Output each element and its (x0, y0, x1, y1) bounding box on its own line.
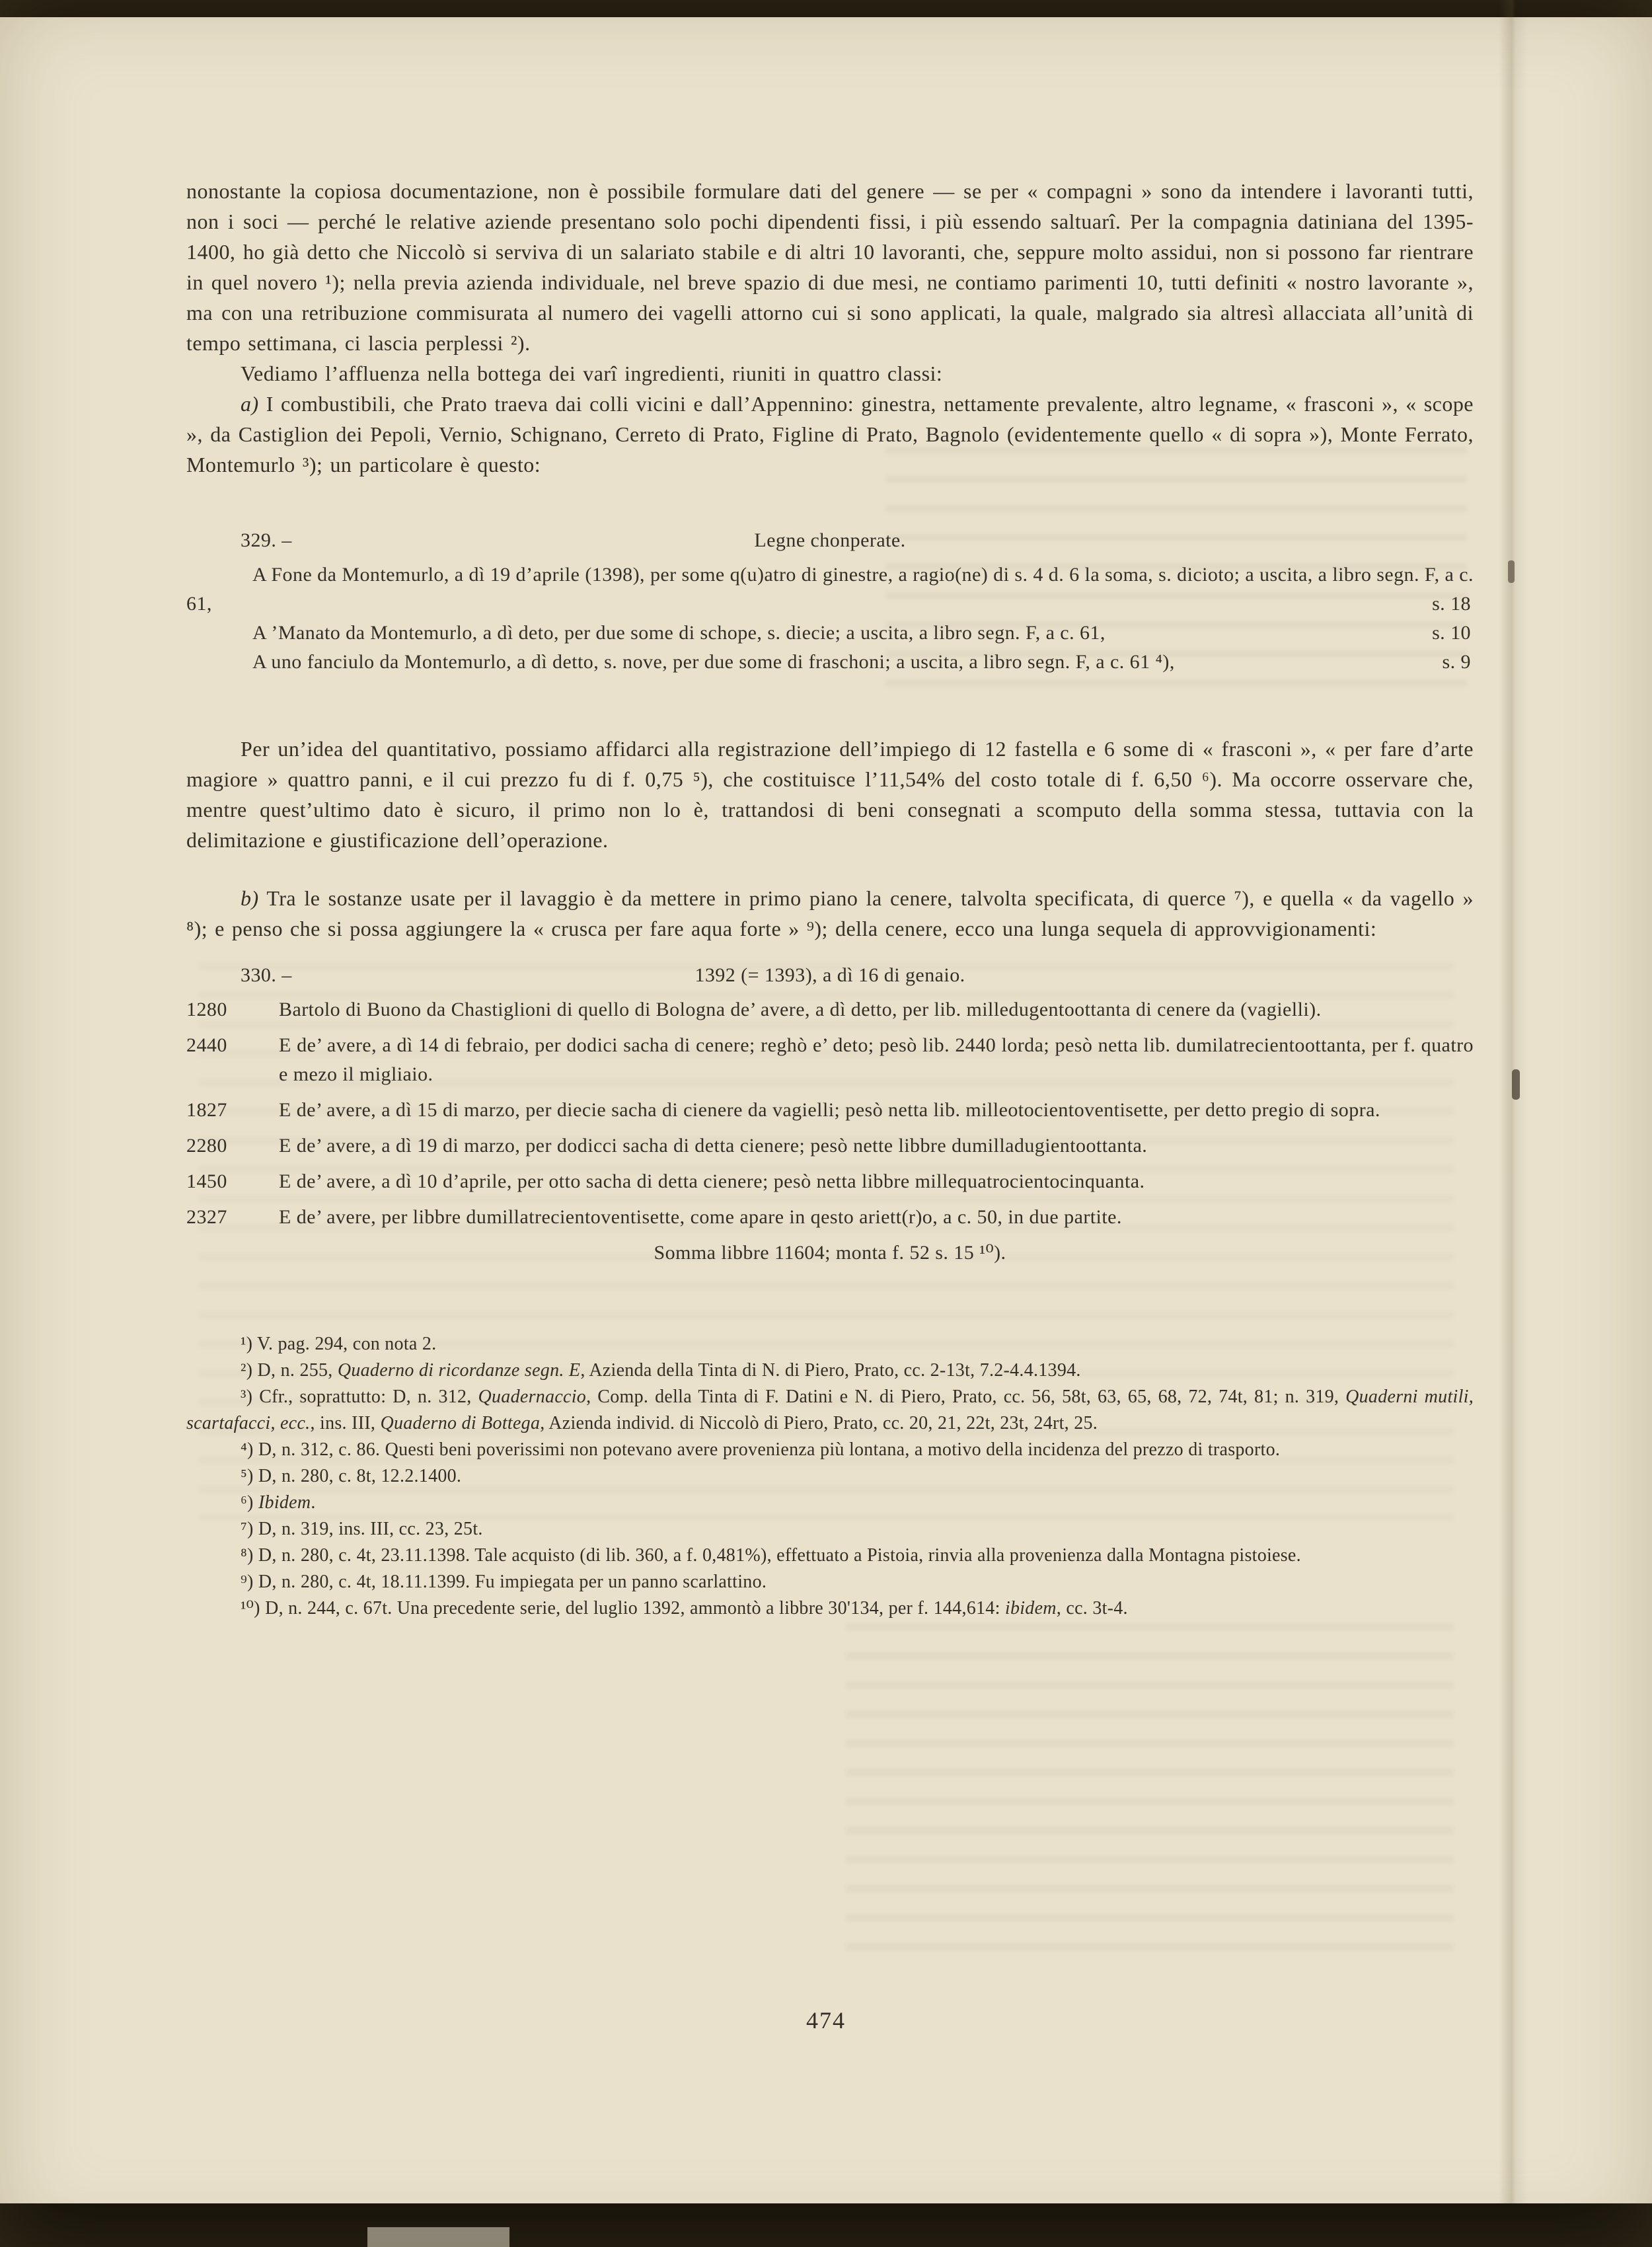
footnote-9: ⁹) D, n. 280, c. 4t, 18.11.1399. Fu impiegata per un panno scarlattino. (241, 1572, 767, 1592)
footnote-2: ²) D, n. 255, Quaderno di ricordanze segn. E, Azienda della Tinta di N. di Piero, Prato, cc. 2-13t, 7.2-4.4.1394. (241, 1360, 1081, 1381)
row-text: Bartolo di Buono da Chastiglioni di quello di Bologna de’ avere, a dì detto, per lib. milledugentoottanta di cenere da (vagielli). (279, 999, 1322, 1020)
row-weight: 2327 (186, 1206, 227, 1228)
ledger-record-1 (186, 560, 1474, 619)
row-weight: 2280 (186, 1135, 227, 1157)
ledger-row (186, 1031, 1474, 1089)
footnote-7: ⁷) D, n. 319, ins. III, cc. 23, 25t. (241, 1519, 483, 1539)
scan-edge-top (0, 0, 1652, 17)
row-weight: 1827 (186, 1099, 227, 1121)
footnote-1: ¹) V. pag. 294, con nota 2. (241, 1334, 437, 1354)
footnote-8: ⁸) D, n. 280, c. 4t, 23.11.1398. Tale acquisto (di lib. 360, a f. 0,481%), effettuato a Pistoia, rinvia alla provenienza dalla Montagna pistoiese. (241, 1545, 1301, 1566)
entry-number: 329. – (241, 529, 292, 551)
row-weight: 1280 (186, 999, 227, 1020)
ledger-row (186, 995, 1474, 1024)
ledger-row (186, 1167, 1474, 1196)
scan-artifact-mark (1508, 560, 1515, 583)
ledger-entry-329 (186, 526, 1474, 677)
page-fold-shadow (1499, 0, 1528, 2247)
paragraph-2: Vediamo l’affluenza nella bottega dei varî ingredienti, riuniti in quattro classi: (241, 362, 943, 385)
footnotes-section (186, 1331, 1474, 1622)
record-text: A Fone da Montemurlo, a dì 19 d’aprile (1398), per some q(u)atro di ginestre, a ragio(ne) di s. 4 d. 6 la soma, s. dicioto; a uscita, a libro segn. F, a c. 61, (186, 564, 1474, 615)
record-amount: s. 9 (1442, 651, 1471, 673)
ledger-entry-330 (186, 961, 1474, 1268)
footnote-5: ⁵) D, n. 280, c. 8t, 12.2.1400. (241, 1466, 462, 1486)
paragraph-1: nonostante la copiosa documentazione, non è possibile formulare dati del genere — se per « compagni » sono da intendere i lavoranti tutti, non i soci — perché le relative aziende presentano solo pochi dipendenti fissi, i più essendo saltuarî. Per la compagnia datiniana del 1395-1400, ho già detto che Niccolò si serviva di un salariato stabile e di altri 10 lavoranti, che, seppure molto assidui, non si possono far rientrare in quel novero ¹); nella previa azienda individuale, nel breve spazio di due mesi, ne contiamo parimenti 10, tutti definiti « nostro lavorante », ma con una retribuzione commisurata al numero dei vagelli attorno cui si sono applicati, la quale, malgrado sia altresì allacciata all’unità di tempo settimana, ci lascia perplessi ²). (186, 179, 1474, 355)
row-text: E de’ avere, per libbre dumillatrecientoventisette, come apare in qesto ariett(r)o, a c. 50, in due partite. (279, 1206, 1122, 1228)
ledger-row (186, 1203, 1474, 1232)
ledger-row (186, 1096, 1474, 1125)
paragraph-3: a) I combustibili, che Prato traeva dai colli vicini e dall’Appennino: ginestra, nettamente prevalente, altro legname, « frasconi », « scope », da Castiglion dei Pepoli, Vernio, Schignano, Cerreto di Prato, Figline di Prato, Bagnolo (evidentemente quello « di sopra »), Monte Ferrato, Montemurlo ³); un particolare è questo: (186, 392, 1474, 476)
sum-line: Somma libbre 11604; monta f. 52 s. 15 ¹⁰). (654, 1242, 1006, 1264)
entry-heading (186, 526, 1474, 555)
scan-artifact-mark (1512, 1069, 1520, 1100)
row-text: E de’ avere, a dì 10 d’aprile, per otto sacha di detta cienere; pesò netta libbre millequatrocientocinquanta. (279, 1170, 1145, 1192)
ledger-record-2 (186, 619, 1474, 648)
paragraph-5: b) Tra le sostanze usate per il lavaggio è da mettere in primo piano la cenere, talvolta specificata, di querce ⁷), e quella « da vagello » ⁸); e penso che si possa aggiungere la « crusca per fare aqua forte » ⁹); della cenere, ecco una lunga sequela di approvvigionamenti: (186, 886, 1474, 940)
footnote-6: ⁶) Ibidem. (241, 1492, 316, 1513)
entry-title: Legne chonperate. (754, 529, 906, 551)
row-text: E de’ avere, a dì 19 di marzo, per dodicci sacha di detta cienere; pesò nette libbre dumilladugientoottanta. (279, 1135, 1148, 1157)
paragraph-4: Per un’idea del quantitativo, possiamo affidarci alla registrazione dell’impiego di 12 fastella e 6 some di « frasconi », « per fare d’arte magiore » quattro panni, e il cui prezzo fu di f. 0,75 ⁵), che costituisce l’11,54% del costo totale di f. 6,50 ⁶). Ma occorre osservare che, mentre quest’ultimo dato è sicuro, il primo non lo è, trattandosi di beni consegnati a scomputo della somma stessa, tuttavia con la delimitazione e giustificazione dell’operazione. (186, 737, 1474, 852)
scan-edge-bottom (0, 2203, 1652, 2247)
bleed-through-text (846, 1613, 1454, 1956)
record-amount: s. 10 (1432, 622, 1471, 644)
entry-title: 1392 (= 1393), a dì 16 di genaio. (695, 964, 965, 986)
scan-bottom-notch (367, 2227, 509, 2247)
row-text: E de’ avere, a dì 15 di marzo, per diecie sacha di cienere da vagielli; pesò netta lib. milleotocientoventisette, per detto pregio di sopra. (279, 1099, 1380, 1121)
footnote-4: ⁴) D, n. 312, c. 86. Questi beni poverissimi non potevano avere provenienza più lontana, a motivo della incidenza del prezzo di trasporto. (241, 1439, 1281, 1460)
row-weight: 2440 (186, 1034, 227, 1056)
entry-heading (186, 961, 1474, 990)
footnote-10: ¹⁰) D, n. 244, c. 67t. Una precedente serie, del luglio 1392, ammontò a libbre 30'134, per f. 144,614: ibidem, cc. 3t-4. (241, 1598, 1128, 1619)
ledger-row (186, 1131, 1474, 1161)
page-number: 474 (806, 2007, 846, 2034)
record-text: A ’Manato da Montemurlo, a dì deto, per due some di schope, s. diecie; a uscita, a libro segn. F, a c. 61, (252, 622, 1106, 644)
record-amount: s. 18 (1432, 593, 1471, 615)
row-text: E de’ avere, a dì 14 di febraio, per dodici sacha di cenere; reghò e’ deto; pesò lib. 2440 lorda; pesò netta lib. dumilatrecientoottanta, per f. quatro e mezo il migliaio. (279, 1034, 1474, 1085)
footnote-3: ³) Cfr., soprattutto: D, n. 312, Quadernaccio, Comp. della Tinta di F. Datini e N. di Piero, Prato, cc. 56, 58t, 63, 65, 68, 72, 74t, 81; n. 319, Quaderni mutili, scartafacci, ecc., ins. III, Quaderno di Bottega, Azienda individ. di Niccolò di Piero, Prato, cc. 20, 21, 22t, 23t, 24rt, 25. (186, 1387, 1474, 1433)
row-weight: 1450 (186, 1170, 227, 1192)
entry-number: 330. – (241, 964, 292, 986)
record-text: A uno fanciulo da Montemurlo, a dì detto, s. nove, per due some di fraschoni; a uscita, a libro segn. F, a c. 61 ⁴), (252, 651, 1175, 673)
page-content (186, 176, 1474, 1622)
ledger-record-3 (186, 648, 1474, 677)
